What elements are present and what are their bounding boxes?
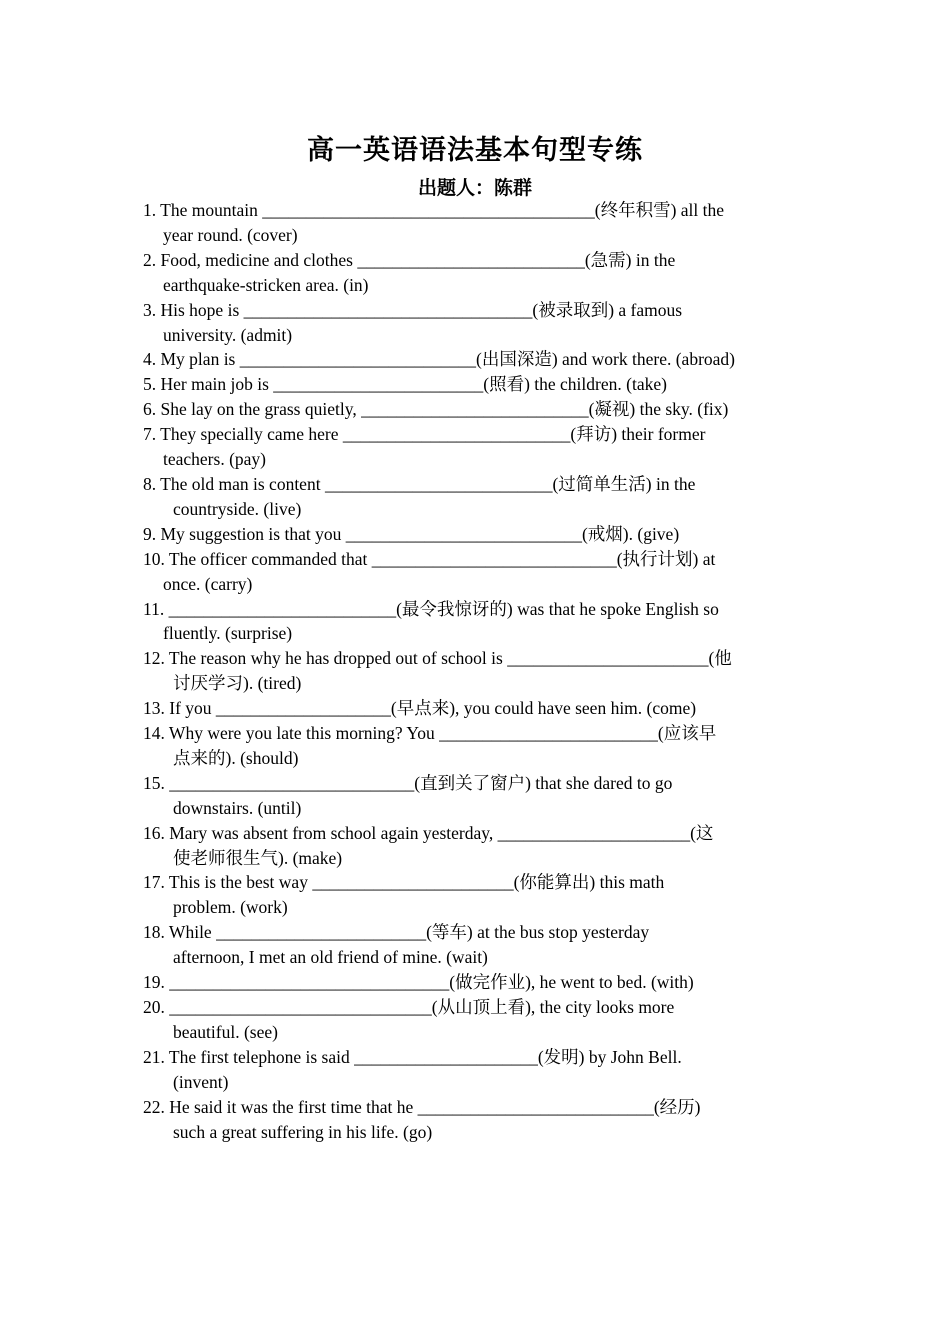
question-15-cont: downstairs. (until): [173, 797, 302, 818]
question-21-cont: (invent): [173, 1071, 229, 1092]
question-17-cont: problem. (work): [173, 897, 288, 918]
question-21: 21. The first telephone is said _____________________(发明) by John Bell.: [143, 1046, 682, 1067]
exercise-list: [143, 198, 807, 1144]
question-12: 12. The reason why he has dropped out of school is _______________________(他: [143, 648, 732, 669]
page-title: 高一英语语法基本句型专练: [307, 135, 643, 166]
author-line: 出题人：陈群: [417, 177, 532, 199]
question-17: 17. This is the best way _______________________(你能算出) this math: [143, 872, 665, 893]
question-11: 11. __________________________(最令我惊讶的) was that he spoke English so: [143, 598, 719, 619]
question-4: 4. My plan is ___________________________(出国深造) and work there. (abroad): [143, 349, 735, 370]
question-6: 6. She lay on the grass quietly, __________________________(凝视) the sky. (fix): [143, 399, 729, 420]
question-14: 14. Why were you late this morning? You _________________________(应该早: [143, 723, 717, 744]
question-16: 16. Mary was absent from school again yesterday, ______________________(这: [143, 822, 714, 843]
question-15: 15. ____________________________(直到关了窗户) that she dared to go: [143, 772, 673, 793]
question-20-cont: beautiful. (see): [173, 1021, 278, 1042]
question-9: 9. My suggestion is that you ___________________________(戒烟). (give): [143, 523, 680, 544]
question-19: 19. ________________________________(做完作业), he went to bed. (with): [143, 972, 694, 993]
question-13: 13. If you ____________________(早点来), you could have seen him. (come): [143, 698, 697, 719]
question-1: 1. The mountain ______________________________________(终年积雪) all the: [143, 200, 725, 220]
question-2: 2. Food, medicine and clothes __________________________(急需) in the: [143, 249, 676, 270]
question-3-cont: university. (admit): [163, 324, 293, 345]
question-7-cont: teachers. (pay): [163, 449, 266, 470]
question-3: 3. His hope is _________________________________(被录取到) a famous: [143, 299, 683, 320]
question-10-cont: once. (carry): [163, 573, 253, 594]
question-18-cont: afternoon, I met an old friend of mine. (wait): [173, 947, 488, 968]
question-1-cont: year round. (cover): [163, 224, 298, 245]
question-22: 22. He said it was the first time that he ___________________________(经历): [143, 1096, 701, 1117]
question-16-cont: 使老师很生气). (make): [173, 847, 343, 868]
question-8: 8. The old man is content __________________________(过简单生活) in the: [143, 473, 696, 494]
question-8-cont: countryside. (live): [173, 498, 302, 519]
question-12-cont: 讨厌学习). (tired): [173, 673, 302, 694]
question-18: 18. While ________________________(等车) at the bus stop yesterday: [143, 922, 650, 943]
question-11-cont: fluently. (surprise): [163, 623, 293, 644]
question-20: 20. ______________________________(从山顶上看), the city looks more: [143, 997, 675, 1017]
question-5: 5. Her main job is ________________________(照看) the children. (take): [143, 374, 667, 395]
question-2-cont: earthquake-stricken area. (in): [163, 274, 369, 295]
question-22-cont: such a great suffering in his life. (go): [173, 1121, 433, 1142]
question-14-cont: 点来的). (should): [173, 747, 299, 768]
question-10: 10. The officer commanded that ____________________________(执行计划) at: [143, 548, 716, 569]
question-7: 7. They specially came here __________________________(拜访) their former: [143, 424, 706, 445]
